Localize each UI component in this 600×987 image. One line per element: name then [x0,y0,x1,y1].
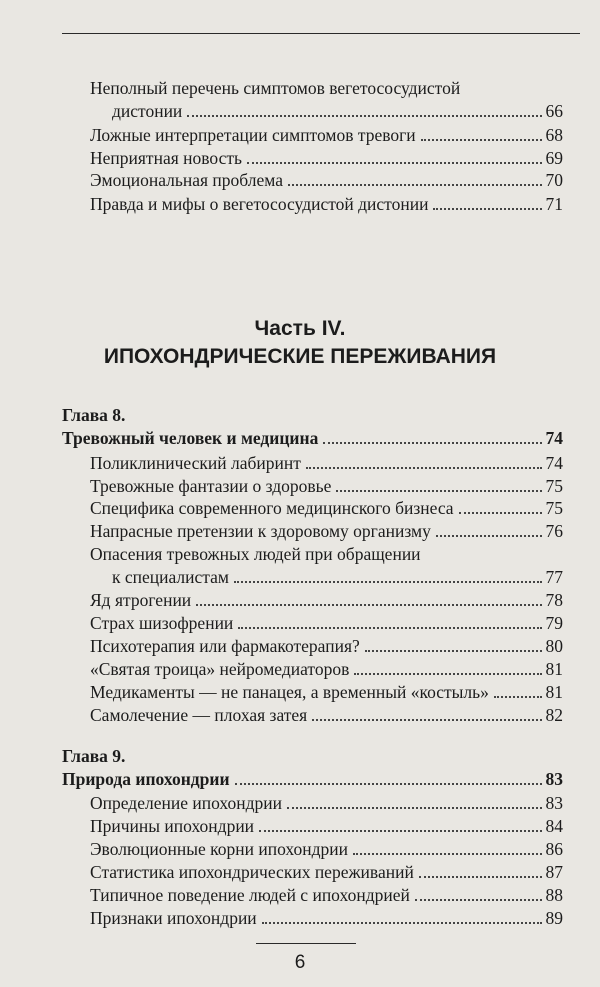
part-number: Часть IV. [254,317,346,340]
chapter-title: Тревожный человек и медицина [62,428,319,448]
toc-entry [90,815,563,837]
toc-entry [90,147,563,169]
leader-dots [288,184,542,186]
leader-dots [247,162,542,164]
toc-page-number: 74 [545,453,563,473]
toc-page-number: 79 [545,613,563,633]
toc-entry [90,884,563,906]
leader-dots [421,139,542,141]
leader-dots [196,604,541,606]
leader-dots [415,899,542,901]
toc-entry-title-cont: к специалистам [112,567,229,587]
toc-entry-title: Напрасные претензии к здоровому организму [90,521,431,541]
toc-entry-title: Статистика ипохондрических переживаний [90,862,414,882]
leader-dots [459,512,542,514]
leader-dots [433,208,541,210]
leader-dots [234,581,542,583]
leader-dots [287,807,542,809]
toc-entry [90,452,563,474]
chapter-label: Глава 8. [62,405,126,425]
leader-dots [262,922,542,924]
leader-dots [306,467,542,469]
toc-page-number: 84 [545,816,563,836]
toc-entry-title: Эмоциональная проблема [90,170,283,190]
toc-entry-title: Неполный перечень симптомов вегетососудистой [90,78,461,98]
toc-entry-title: Психотерапия или фармакотерапия? [90,636,360,656]
toc-entry [112,566,563,588]
toc-entry-title: Страх шизофрении [90,613,234,633]
toc-entry [90,658,563,680]
part-title: ИПОХОНДРИЧЕСКИЕ ПЕРЕЖИВАНИЯ [103,345,497,368]
toc-page-number: 66 [545,101,563,121]
toc-entry [90,589,563,611]
toc-page-number: 89 [545,908,563,928]
toc-page-number: 75 [545,498,563,518]
toc-page-number: 71 [545,194,563,214]
toc-entry-title: Специфика современного медицинского бизнеса [90,498,454,518]
toc-entry [90,838,563,860]
toc-page-number: 69 [545,148,563,168]
toc-page-number: 74 [545,428,563,448]
leader-dots [323,442,541,444]
toc-page-number: 87 [545,862,563,882]
toc-entry [90,520,563,542]
toc-entry [90,169,563,191]
toc-entry [90,907,563,929]
leader-dots [365,650,542,652]
bottom-rule [256,943,356,944]
toc-entry-title: Поликлинический лабиринт [90,453,301,473]
toc-page-number: 83 [545,769,563,789]
toc-entry-title: Определение ипохондрии [90,793,282,813]
toc-entry-title: «Святая троица» нейромедиаторов [90,659,350,679]
leader-dots [238,627,541,629]
leader-dots [419,876,542,878]
toc-entry [90,861,563,883]
toc-page-number: 83 [545,793,563,813]
toc-entry-title: Ложные интерпретации симптомов тревоги [90,125,416,145]
toc-page-number: 82 [545,705,563,725]
toc-entry-title: Опасения тревожных людей при обращении [90,544,421,564]
leader-dots [235,783,542,785]
toc-entry-title: Признаки ипохондрии [90,908,257,928]
toc-entry [90,124,563,146]
top-rule [62,33,580,34]
toc-entry-title: Медикаменты — не панацея, а временный «костыль» [90,682,489,702]
toc-entry [90,681,563,703]
toc-entry [90,475,563,497]
toc-entry-title-cont: дистонии [112,101,183,121]
toc-entry [90,497,563,519]
toc-page-number: 81 [545,659,563,679]
leader-dots [354,673,541,675]
toc-page-number: 68 [545,125,563,145]
toc-entry [90,704,563,726]
toc-entry-title: Неприятная новость [90,148,242,168]
toc-entry [90,193,563,215]
page-number: 6 [294,952,306,973]
leader-dots [312,719,541,721]
toc-page-number: 77 [545,567,563,587]
toc-entry-title: Самолечение — плохая затея [90,705,308,725]
chapter-label: Глава 9. [62,746,126,766]
toc-page-number: 78 [545,590,563,610]
toc-entry [90,635,563,657]
leader-dots [353,853,542,855]
toc-page-number: 81 [545,682,563,702]
leader-dots [494,696,542,698]
toc-entry-title: Причины ипохондрии [90,816,255,836]
toc-entry-title: Тревожные фантазии о здоровье [90,476,332,496]
chapter-heading [62,427,563,449]
toc-page-number: 86 [545,839,563,859]
toc-entry-title: Яд ятрогении [90,590,192,610]
toc-page-number: 88 [545,885,563,905]
toc-entry-title: Типичное поведение людей с ипохондрией [90,885,410,905]
toc-page-number: 80 [545,636,563,656]
toc-page-number: 75 [545,476,563,496]
toc-page-number: 76 [545,521,563,541]
chapter-title: Природа ипохондрии [62,769,230,789]
toc-entry-title: Правда и мифы о вегетососудистой дистонии [90,194,429,214]
toc-entry [90,792,563,814]
leader-dots [436,535,542,537]
toc-entry [90,612,563,634]
leader-dots [259,830,541,832]
leader-dots [187,115,541,117]
toc-page-number: 70 [545,170,563,190]
toc-entry-title: Эволюционные корни ипохондрии [90,839,348,859]
leader-dots [336,490,541,492]
chapter-heading [62,768,563,790]
toc-entry [112,100,563,122]
